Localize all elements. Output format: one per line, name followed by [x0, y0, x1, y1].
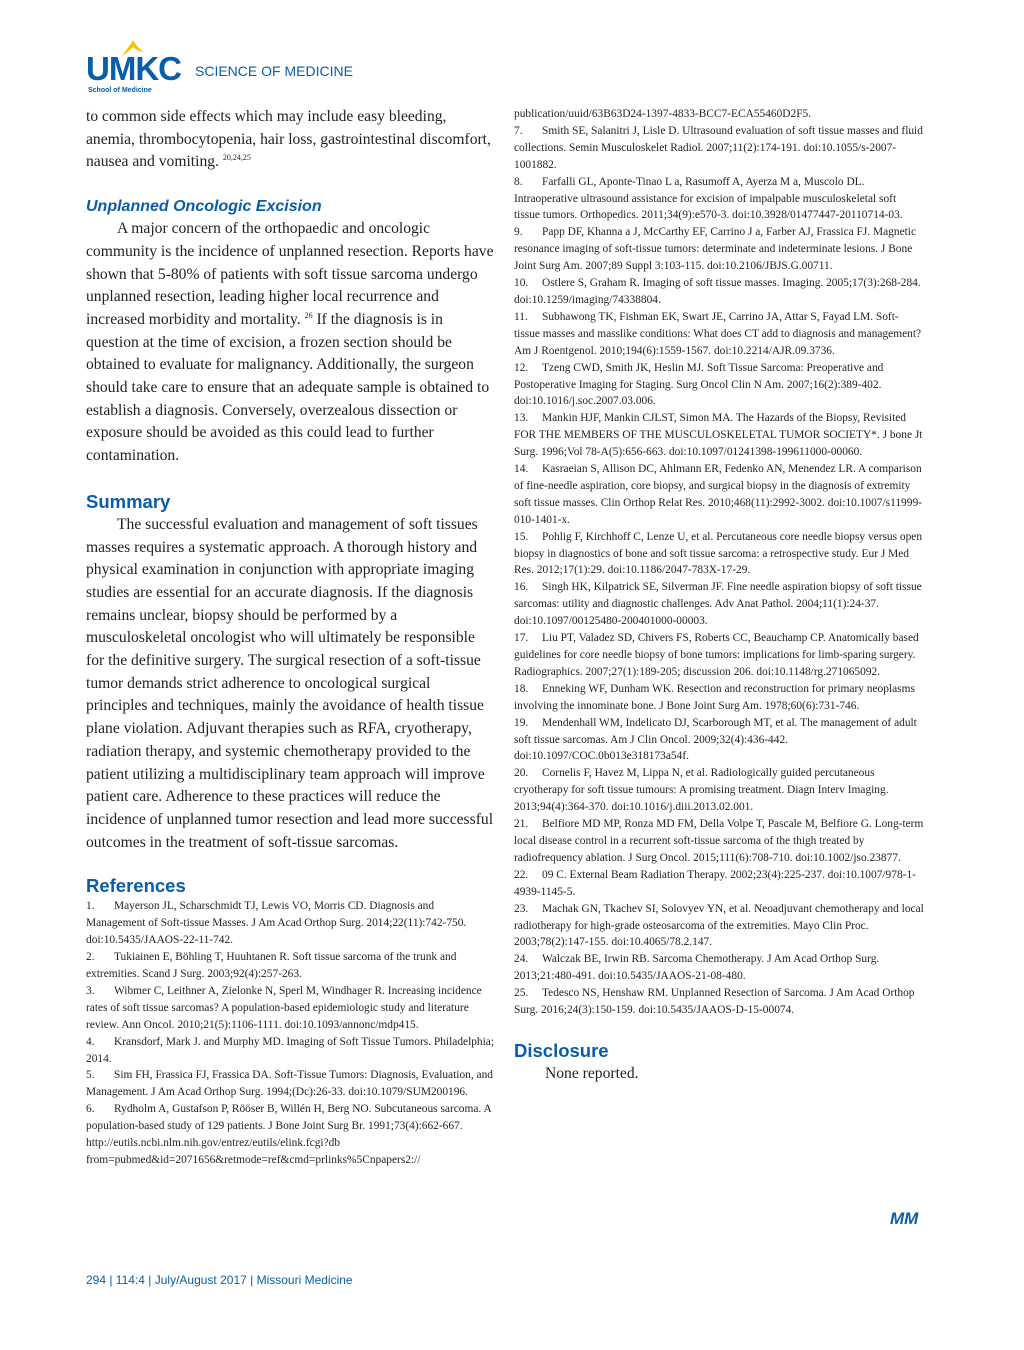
reference-item: 14. Kasraeian S, Allison DC, Ahlmann ER, Fedenko AN, Menendez LR. A comparison of fine-needle aspiration, core biopsy, and surgical biopsy in the diagnosis of extremity soft tissue masses. Clin Orthop Relat Res. 2010;468(11):2992-3002. doi:10.1007/s11999-010-1401-x. [514, 463, 922, 526]
disclosure-heading: Disclosure [514, 1039, 609, 1061]
reference-item: 8. Farfalli GL, Aponte-Tinao L a, Rasumoff A, Ayerza M a, Muscolo DL. Intraoperative ultrasound assistance for excision of impalpable musculoskeletal soft tissue tumors. Orthopedics. 2011;34(9):e570-3. doi:10.3928/01477447-20110714-03. [514, 175, 903, 222]
reference-item: 5. Sim FH, Frassica FJ, Frassica DA. Soft-Tissue Tumors: Diagnosis, Evaluation, and Management. J Am Acad Orthop Surg. 1994;(Dc):26-33. doi:10.1079/SUM200196. [86, 1069, 493, 1099]
page-footer: 294 | 114:4 | July/August 2017 | Missouri Medicine [86, 1273, 353, 1287]
reference-item: 16. Singh HK, Kilpatrick SE, Silverman JF. Fine needle aspiration biopsy of soft tissue sarcomas: utility and diagnostic challenges. Adv Anat Pathol. 2004;11(1):24-37. doi:10.1097/00125480-200401000-00003. [514, 581, 922, 628]
reference-item: 13. Mankin HJF, Mankin CJLST, Simon MA. The Hazards of the Biopsy, Revisited FOR THE MEMBERS OF THE MUSCULOSKELETAL TUMOR SOCIETY*. J bone Jt Surg. 1996;Vol 78-A(5):656-663. doi:10.1097/01241398-199611000-00060. [514, 412, 923, 459]
section-title: SCIENCE OF MEDICINE [195, 63, 353, 79]
summary-paragraph: The successful evaluation and management of soft tissues masses requires a systematic approach. A thorough history and physical examination in conjunction with appropriate imaging studies are essential for an accurate diagnosis. If the diagnosis remains unclear, biopsy should be performed by a musculoskeletal oncologist who will ultimately be responsible for the definitive surgery. The surgical resection of a soft-tissue tumor demands strict adherence to oncological surgical principles and techniques, mainly the avoidance of health tissue plane violation. Adjuvant therapies such as RFA, cryotherapy, radiation therapy, and systemic chemotherapy provided to the patient utilizing a multidisciplinary team approach will improve patient care. Adherence to these practices will reduce the incidence of unplanned tumor resection and lead more successful outcomes in the treatment of soft-tissue sarcomas. [86, 515, 494, 851]
umkc-logo [86, 38, 386, 100]
unplanned-paragraph: A major concern of the orthopaedic and oncologic community is the incidence of unplanned resection. Reports have shown that 5-80% of patients with soft tissue sarcoma undergo unplanned resection, leading higher local recurrence and increased morbidity and mortality. $^{26}$ If the diagnosis is in question at the time of excision, a frozen section should be obtained to evaluate for malignancy. Additionally, the surgeon should take care to ensure that an adequate sample is obtained to establish a diagnosis. Conversely, overzealous dissection or exposure should be avoided as this could lead to further contamination. [86, 220, 494, 465]
references-list-left [86, 898, 494, 1169]
reference-item: 22. 09 C. External Beam Radiation Therapy. 2002;23(4):225-237. doi:10.1007/978-1-4939-1145-5. [514, 868, 916, 898]
intro-paragraph: to common side effects which may include easy bleeding, anemia, thrombocytopenia, hair loss, gastrointestinal discomfort, nausea and vomiting. $^{20,24,25}$ [86, 108, 491, 171]
reference-item: 25. Tedesco NS, Henshaw RM. Unplanned Resection of Sarcoma. J Am Acad Orthop Surg. 2016;24(3):150-159. doi:10.5435/JAAOS-D-15-00074. [514, 987, 915, 1017]
reference-item: 4. Kransdorf, Mark J. and Murphy MD. Imaging of Soft Tissue Tumors. Philadelphia; 2014. [86, 1035, 495, 1065]
disclosure-text: None reported. [545, 1064, 639, 1082]
end-mark: MM [890, 1209, 919, 1228]
reference-item: 18. Enneking WF, Dunham WK. Resection and reconstruction for primary neoplasms involving the innominate bone. J Bone Joint Surg Am. 1978;60(6):731-746. [514, 682, 915, 712]
reference-item: 2. Tukiainen E, Böhling T, Huuhtanen R. Soft tissue sarcoma of the trunk and extremities. Scand J Surg. 2003;92(4):257-263. [86, 951, 457, 981]
reference-item: 10. Ostlere S, Graham R. Imaging of soft tissue masses. Imaging. 2005;17(3):268-284. doi:10.1259/imaging/74338804. [514, 277, 921, 306]
reference-item: 19. Mendenhall WM, Indelicato DJ, Scarborough MT, et al. The management of adult soft tissue sarcomas. Am J Clin Oncol. 2009;32(4):436-442. doi:10.1097/COC.0b013e318173a54f. [514, 716, 917, 763]
reference-item: 20. Cornelis F, Havez M, Lippa N, et al. Radiologically guided percutaneous cryotherapy for soft tissue tumours: A promising treatment. Diagn Interv Imaging. 2013;94(4):364-370. doi:10.1016/j.diii.2013.02.001. [514, 767, 889, 814]
unplanned-heading: Unplanned Oncologic Excision [86, 198, 322, 216]
summary-heading: Summary [86, 490, 171, 512]
reference-item: 24. Walczak BE, Irwin RB. Sarcoma Chemotherapy. J Am Acad Orthop Surg. 2013;21:480-491. doi:10.5435/JAAOS-21-08-480. [514, 953, 880, 983]
references-heading: References [86, 875, 186, 897]
right-column [514, 106, 924, 1086]
left-column [86, 106, 494, 1169]
reference-item: 15. Pohlig F, Kirchhoff C, Lenze U, et al. Percutaneous core needle biopsy versus open biopsy in diagnostics of bone and soft tissue sarcoma: a retrospective study. Eur J Med Res. 2012;17(1):29. doi:10.1186/2047-783X-17-29. [514, 530, 923, 577]
reference-continuation: publication/uuid/63B63D24-1397-4833-BCC7-ECA55460D2F5. [514, 108, 812, 120]
reference-item: 23. Machak GN, Tkachev SI, Solovyev YN, et al. Neoadjuvant chemotherapy and local radiotherapy for high-grade osteosarcoma of the extremities. Mayo Clin Proc. 2003;78(2):147-155. doi:10.4065/78.2.147. [514, 902, 924, 949]
reference-item: 12. Tzeng CWD, Smith JK, Heslin MJ. Soft Tissue Sarcoma: Preoperative and Postoperative Imaging for Staging. Surg Oncol Clin N Am. 2007;16(2):389-402. doi:10.1016/j.soc.2007.03.006. [514, 361, 884, 408]
reference-item: 17. Liu PT, Valadez SD, Chivers FS, Roberts CC, Beauchamp CP. Anatomically based guidelines for core needle biopsy of bone tumors: implications for limb-sparing surgery. Radiographics. 2007;27(1):189-205; discussion 206. doi:10.1148/rg.271065092. [514, 632, 919, 678]
reference-item: 7. Smith SE, Salanitri J, Lisle D. Ultrasound evaluation of soft tissue masses and fluid collections. Semin Musculoskelet Radiol. 2007;11(2):174-191. doi:10.1055/s-2007-1001882. [514, 124, 923, 171]
references-list-right [514, 106, 924, 1019]
logo-umkc-text: UMKC [86, 50, 181, 87]
reference-item: 21. Belfiore MD MP, Ronza MD FM, Della Volpe T, Pascale M, Belfiore G. Long-term local disease control in a recurrent soft-tissue sarcoma of the thigh treated by radiofrequency ablation. J Surg Oncol. 2015;111(6):708-710. doi:10.1002/jso.23877. [514, 818, 924, 864]
logo-subtitle: School of Medicine [88, 87, 152, 94]
reference-item: 6. Rydholm A, Gustafson P, Rööser B, Willén H, Berg NO. Subcutaneous sarcoma. A population-based study of 129 patients. J Bone Joint Surg Br. 1991;73(4):662-667. http://eutils.ncbi.nlm.nih.gov/entrez/eutils/elink.fcgi?db from=pubmed&id=2071656&retmode=ref&cmd=prlinks%5Cnpapers2:// [86, 1103, 492, 1166]
reference-item: 11. Subhawong TK, Fishman EK, Swart JE, Carrino JA, Attar S, Fayad LM. Soft-tissue masses and masslike conditions: What does CT add to diagnosis and management? Am J Roentgenol. 2010;194(6):1559-1567. doi:10.2214/AJR.09.3736. [514, 310, 922, 357]
reference-item: 1. Mayerson JL, Scharschmidt TJ, Lewis VO, Morris CD. Diagnosis and Management of Soft-tissue Masses. J Am Acad Orthop Surg. 2014;22(11):742-750. doi:10.5435/JAAOS-22-11-742. [86, 900, 467, 947]
reference-item: 9. Papp DF, Khanna a J, McCarthy EF, Carrino J a, Farber AJ, Frassica FJ. Magnetic resonance imaging of soft-tissue tumors: determinate and indeterminate lesions. J Bone Joint Surg Am. 2007;89 Suppl 3:103-115. doi:10.2106/JBJS.G.00711. [514, 226, 917, 273]
reference-item: 3. Wibmer C, Leithner A, Zielonke N, Sperl M, Windhager R. Increasing incidence rates of soft tissue sarcomas? A population-based epidemiologic study and literature review. Ann Oncol. 2010;21(5):1106-1111. doi:10.1093/annonc/mdp415. [86, 984, 482, 1031]
citation: 20,24,25 [222, 153, 251, 163]
citation: 26 [304, 310, 313, 320]
